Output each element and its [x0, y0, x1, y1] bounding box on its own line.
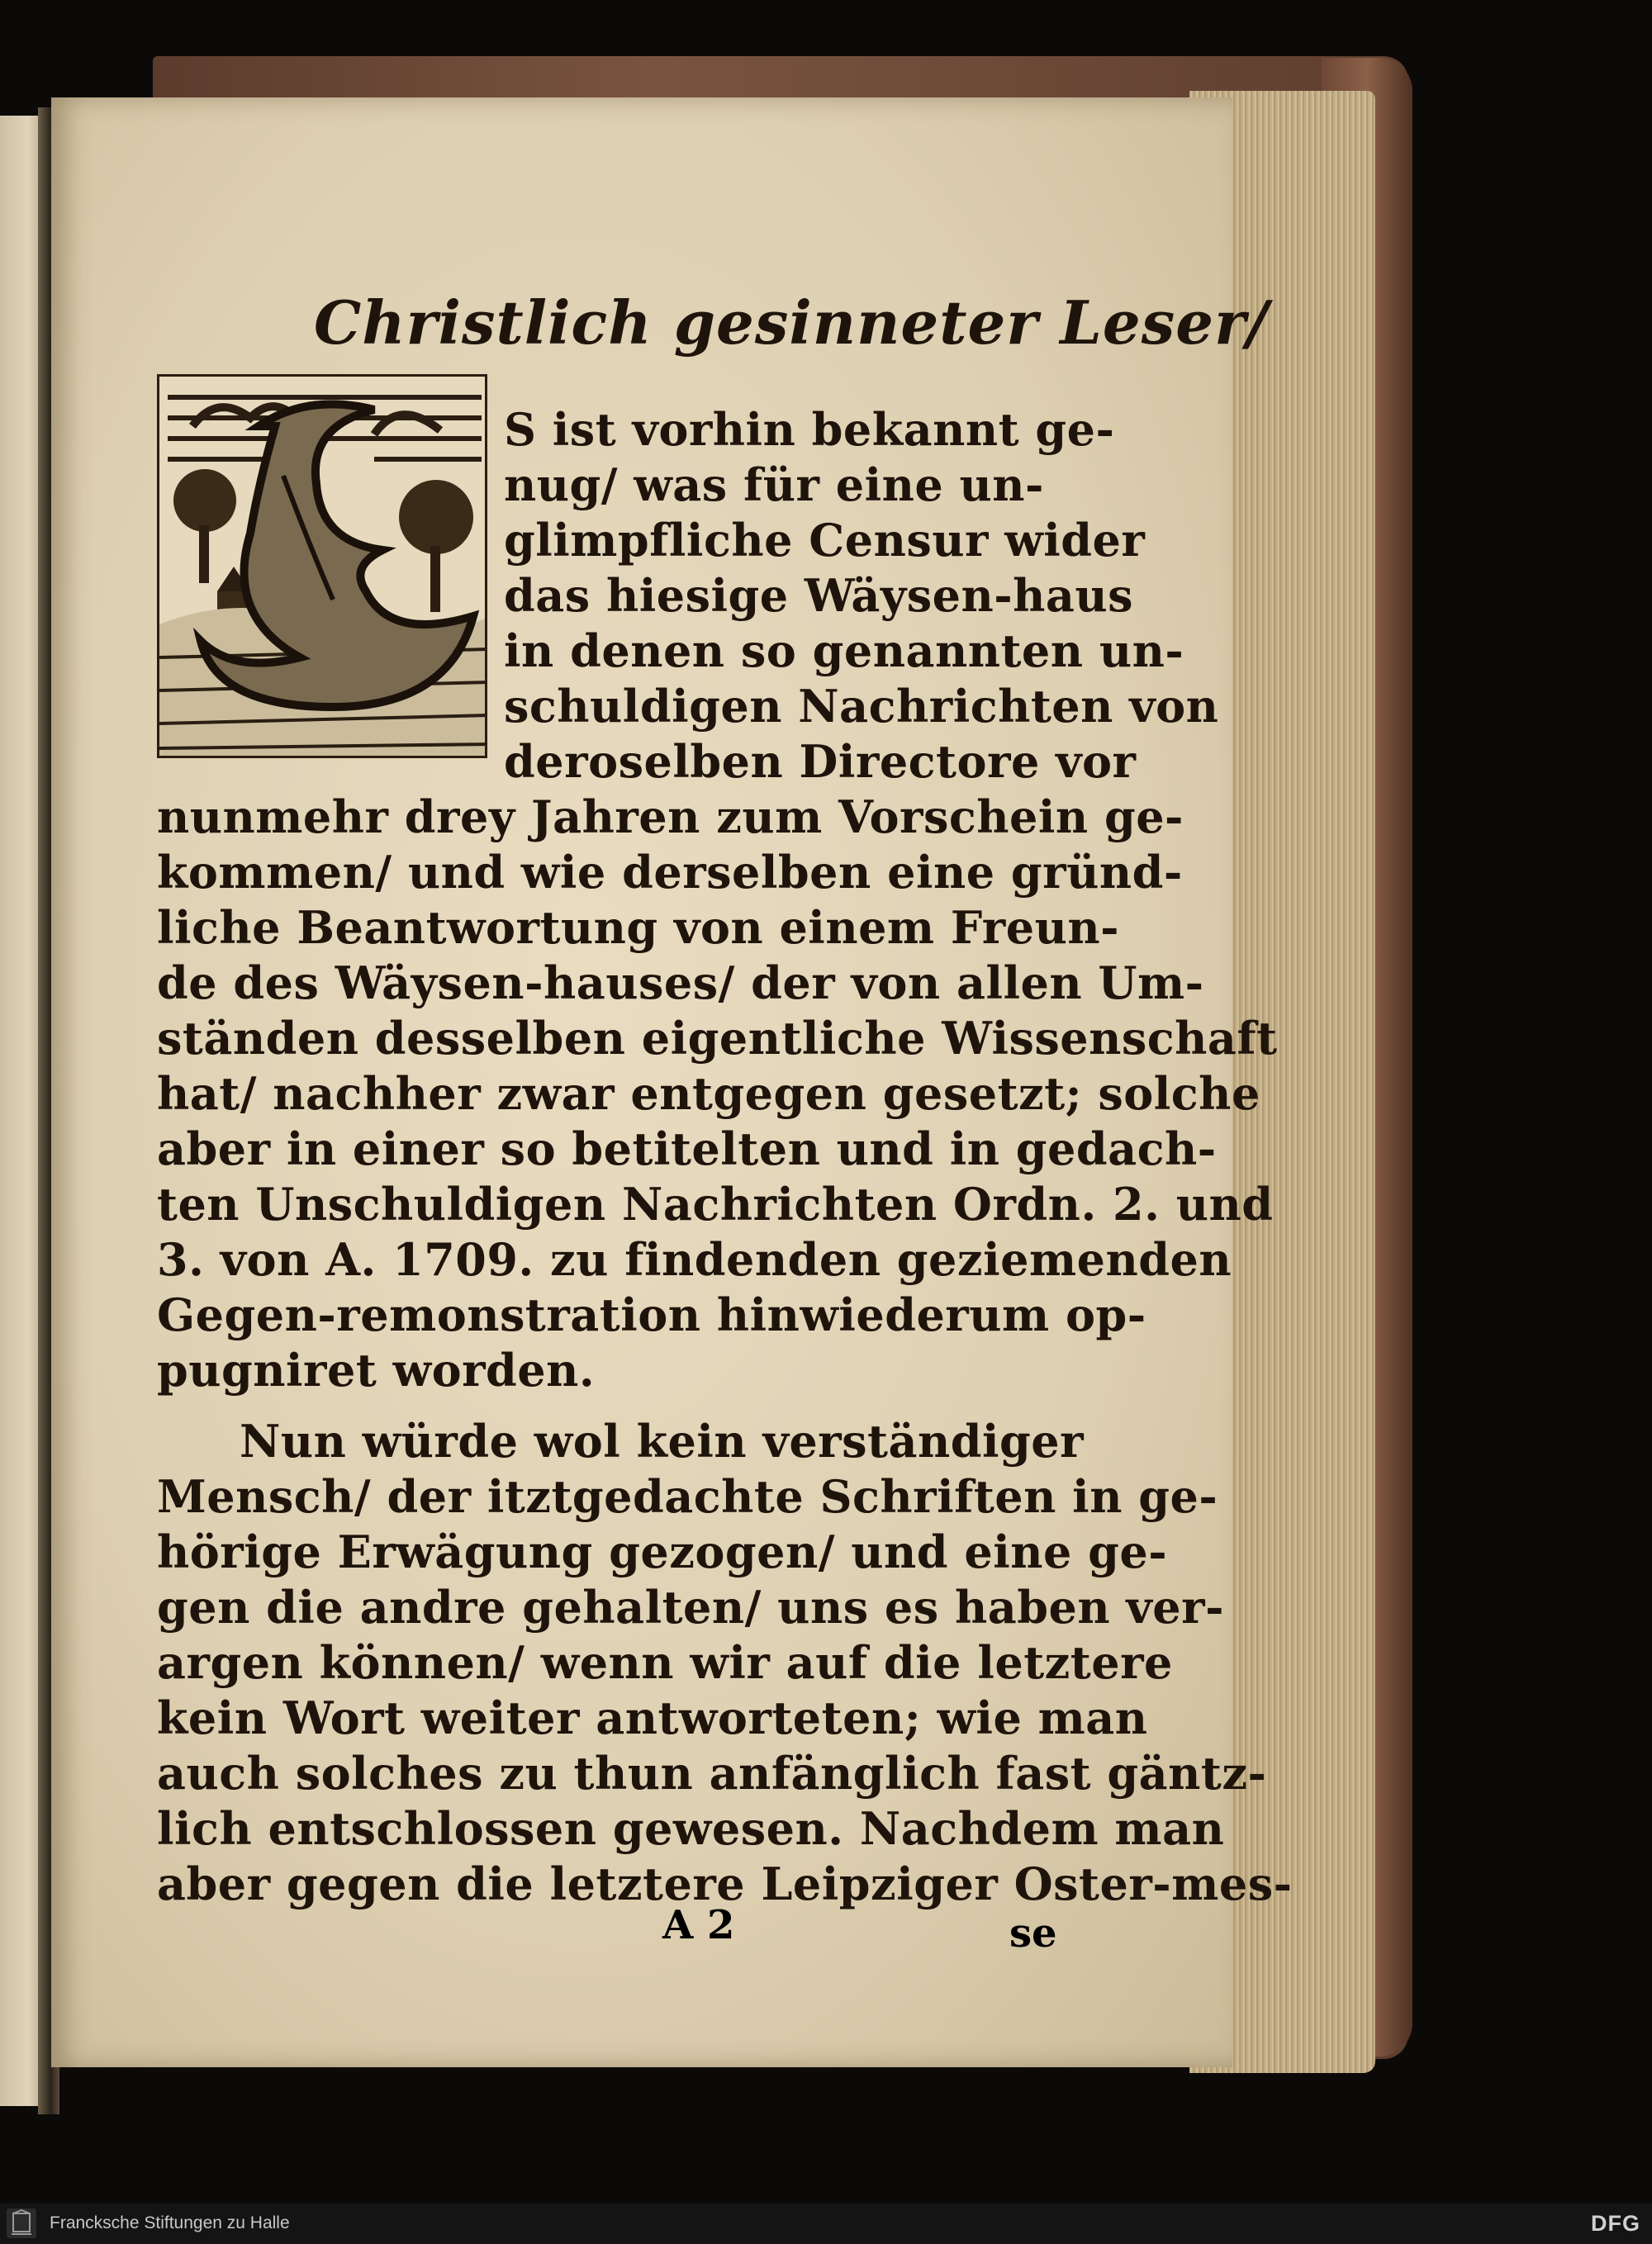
text-line: deroselben Directore vor: [504, 735, 1137, 788]
text-line: lich entschlossen gewesen. Nachdem man: [157, 1802, 1225, 1855]
text-line: hat/ nachher zwar entgegen gesetzt; solche: [157, 1067, 1260, 1120]
text-line: 3. von A. 1709. zu findenden geziemenden: [157, 1233, 1232, 1286]
text-line: nunmehr drey Jahren zum Vorschein ge-: [157, 790, 1184, 843]
institution-logo-icon: [7, 2208, 36, 2238]
text-line: gen die andre gehalten/ uns es haben ver-: [157, 1581, 1224, 1634]
text-line: auch solches zu thun anfänglich fast gäntz-: [157, 1747, 1267, 1800]
viewer-footer-bar: [0, 2204, 1652, 2244]
text-line: kommen/ und wie derselben eine gründ-: [157, 846, 1183, 899]
text-line: S ist vorhin bekannt ge-: [504, 403, 1115, 456]
text-line: de des Wäysen-hauses/ der von allen Um-: [157, 956, 1204, 1009]
text-line: das hiesige Wäysen-haus: [504, 569, 1134, 622]
text-line: hörige Erwägung gezogen/ und eine ge-: [157, 1525, 1168, 1578]
dfg-logo-icon: DFG: [1591, 2211, 1640, 2236]
text-line: ständen desselben eigentliche Wissenschaft: [157, 1012, 1278, 1065]
text-line: glimpfliche Censur wider: [504, 514, 1146, 567]
text-line: aber gegen die letztere Leipziger Oster-mes-: [157, 1857, 1293, 1910]
text-line: Nun würde wol kein verständiger: [240, 1415, 1085, 1468]
page-heading: Christlich gesinneter Leser/: [314, 287, 1270, 358]
institution-name: Francksche Stiftungen zu Halle: [50, 2213, 290, 2232]
catchword: se: [1009, 1910, 1057, 1957]
woodcut-initial-e: [157, 374, 487, 758]
text-line: pugniret worden.: [157, 1344, 596, 1397]
book-page: [51, 97, 1293, 2067]
text-line: aber in einer so betitelten und in gedach-: [157, 1122, 1217, 1175]
text-line: argen können/ wenn wir auf die letztere: [157, 1636, 1173, 1689]
text-line: ten Unschuldigen Nachrichten Ordn. 2. und: [157, 1178, 1274, 1231]
text-line: schuldigen Nachrichten von: [504, 680, 1219, 733]
text-line: in denen so genannten un-: [504, 624, 1184, 677]
page-text-area: [157, 263, 1293, 1914]
text-line: Mensch/ der itztgedachte Schriften in ge-: [157, 1470, 1218, 1523]
woodcut-initial-icon: [159, 377, 487, 758]
text-line: liche Beantwortung von einem Freun-: [157, 901, 1119, 954]
text-line: kein Wort weiter antworteten; wie man: [157, 1691, 1148, 1744]
signature-mark: A 2: [662, 1902, 735, 1948]
text-line: Gegen-remonstration hinwiederum op-: [157, 1288, 1146, 1341]
text-line: nug/ was für eine un-: [504, 458, 1044, 511]
